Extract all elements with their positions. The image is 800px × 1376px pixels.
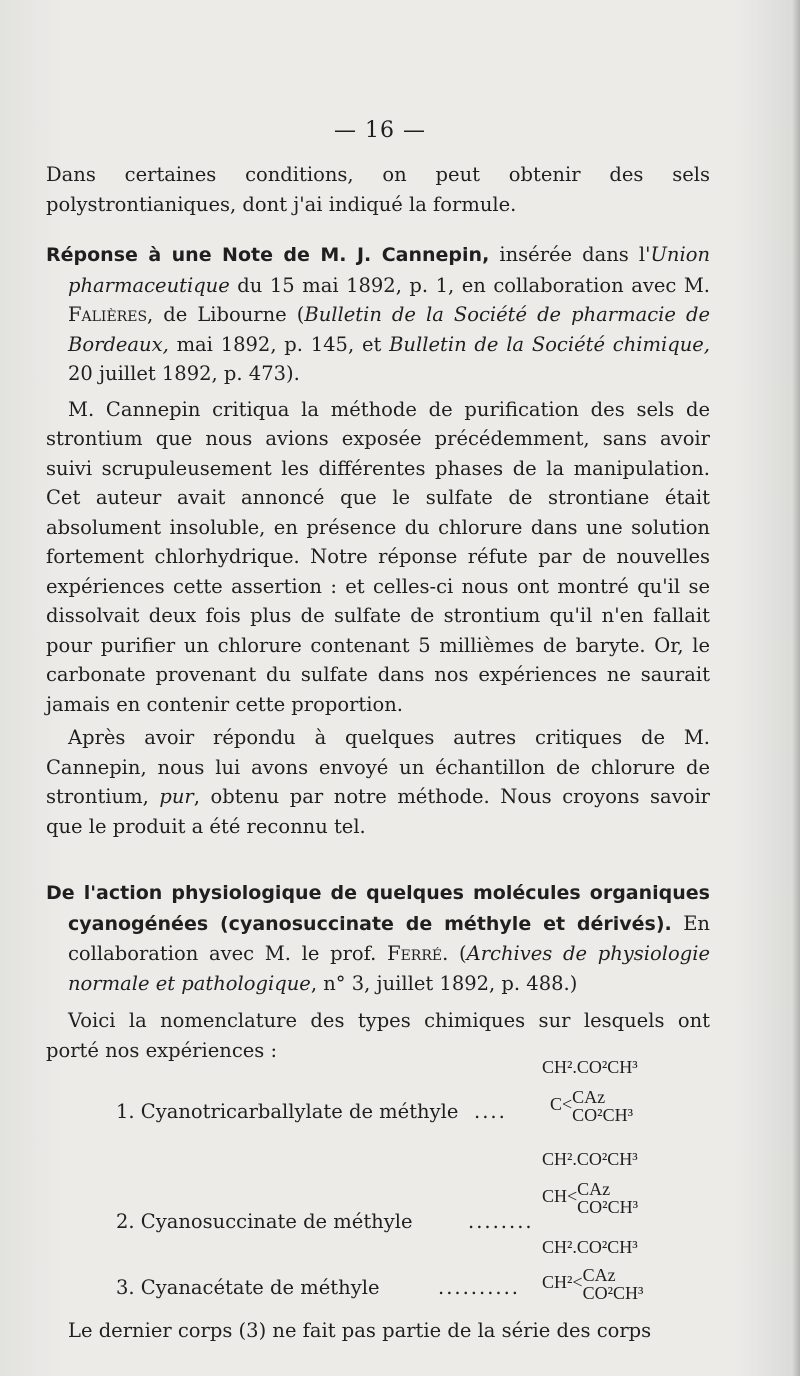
formula-label: 2. Cyanosuccinate de méthyle [116,1210,413,1233]
entry-text: . ( [442,942,467,965]
formula-middle [550,1088,633,1124]
entry-ferre [46,878,710,1065]
branch-down: CO²CH³ [577,1197,638,1217]
formula-bottom: CH².CO²CH³ [542,1149,638,1169]
collaborator-name: Ferré [387,942,443,965]
formula-bottom: CH².CO²CH³ [542,1237,638,1257]
entry-title: Réponse à une Note de M. J. Cannepin, [46,244,490,266]
formula-middle [542,1266,643,1302]
formula-top: CH².CO²CH³ [542,1057,638,1077]
entry-text: 20 juillet 1892, p. 473). [68,362,300,385]
formula-head: C [550,1094,563,1115]
journal-name: Bulletin de la Société chimique, [389,332,711,356]
journal-name: Bulletin de la Société de pharmacie de Bordeaux, [68,303,710,356]
paragraph-text: , obtenu par notre méthode. Nous croyons savoir que le produit a été reconnu tel. [46,785,711,838]
formula-middle [542,1180,638,1216]
formula-label: 1. Cyanotricarballylate de méthyle [116,1100,459,1123]
formula-head: CH² [542,1272,573,1293]
page-number: — 16 — [334,118,426,143]
leader-dots: ........ [468,1210,534,1233]
paragraph-nomenclature: Voici la nomenclature des types chimiques sur lesquels ont porté nos expériences : [46,1009,710,1062]
page-edge-shadow [792,0,800,1376]
journal-name: Archives de physiologie normale et pathologique [68,942,710,995]
paragraph-reponse [46,723,710,841]
formula-head: CH [542,1186,568,1207]
branch-up: CAz [577,1179,611,1199]
entry-text: du 15 mai 1892, p. 1, en collaboration avec M. [229,273,710,297]
paragraph-polystrontianiques: Dans certaines conditions, on peut obtenir des sels polystrontianiques, dont j'ai indiqué la formule. [46,163,710,216]
bond-symbol: < [572,1272,583,1293]
branch-up: CAz [582,1265,616,1285]
paragraph-last-line: Le dernier corps (3) ne fait pas partie de la série des corps [68,1319,652,1342]
text-block-top [46,160,710,219]
entry-text: mai 1892, p. 145, et [168,332,390,356]
bond-symbol: < [567,1186,578,1207]
branch-down: CO²CH³ [572,1105,633,1125]
formula-2 [46,1180,710,1270]
emphasis-pur: pur [159,785,194,808]
bibliographic-entry [46,878,710,998]
formula-branches [583,1266,644,1302]
journal-name: Union pharmaceutique [68,243,710,297]
entry-cannepin [46,240,710,841]
paragraph-critique: M. Cannepin critiqua la méthode de purification des sels de strontium que nous avions exposée précédemment, sans avoir suivi scrupuleusement les différentes phases de la manipulation. Cet auteur avait annoncé que le sulfate de strontiane était absolument insoluble, en présence du chlorure dans une solution fortement chlorhydrique. Notre réponse réfute par de nouvelles expériences cette assertion : et celles-ci nous ont montré qu'il se dissolvait deux fois plus de sulfate de strontium qu'il n'en fallait pour purifier un chlorure contenant 5 millièmes de baryte. Or, le carbonate provenant du sulfate dans nos expériences ne saurait jamais en contenir cette proportion. [46,397,710,716]
collaborator-name: Falières [68,303,148,326]
bond-symbol: < [562,1094,573,1115]
formula-branches [572,1088,633,1124]
paragraph-text: Après avoir répondu à quelques autres critiques de M. Cannepin, nous lui avons envoyé un échantillon de chlorure de strontium, [46,726,710,808]
text-block-bottom [46,1316,710,1346]
formula-1 [46,1056,710,1169]
bibliographic-entry [46,240,710,389]
entry-title: De l'action physiologique de quelques molécules organiques cyanogénées (cyanosuccinate de méthyle et dérivés). [46,882,710,935]
formula-branches [577,1180,638,1216]
formula-label: 3. Cyanacétate de méthyle [116,1276,380,1299]
leader-dots: .......... [438,1276,520,1299]
entry-text: En collaboration avec M. le prof. [68,911,710,965]
entry-text: , de Libourne ( [147,303,305,326]
branch-up: CAz [572,1087,606,1107]
leader-dots: .... [474,1100,507,1123]
entry-text: , n° 3, juillet 1892, p. 488.) [310,971,578,995]
entry-text: insérée dans l' [489,243,651,266]
branch-down: CO²CH³ [582,1283,644,1303]
